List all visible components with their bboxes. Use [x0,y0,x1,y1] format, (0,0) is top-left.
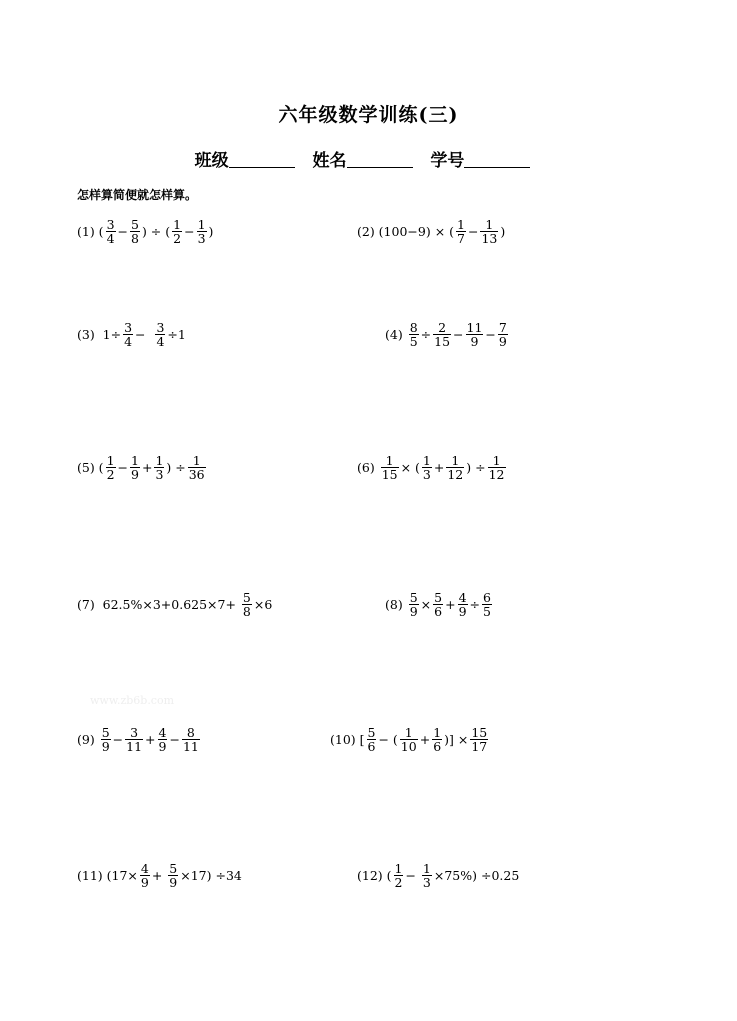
denominator: 9 [140,875,149,890]
numerator: 1 [457,217,465,232]
fraction [456,218,466,245]
numerator: 1 [394,861,403,876]
expr-text: )] × [444,731,469,747]
fraction [498,321,508,348]
name-blank[interactable] [347,151,413,168]
fraction [242,591,252,618]
problem-p3 [77,321,186,348]
expr-text: (4) [385,326,407,342]
denominator: 3 [422,467,431,482]
denominator: 4 [106,231,115,246]
problem-p5 [77,454,208,481]
numerator: 4 [140,861,149,876]
numerator: 1 [173,217,182,232]
denominator: 9 [470,334,479,349]
denominator: 6 [433,739,442,754]
expr-text: (7) 62.5%×3+0.625×7+ [77,596,240,612]
numerator: 1 [106,453,115,468]
fraction [106,454,116,481]
denominator: 4 [124,334,133,349]
numerator: 1 [433,725,442,740]
denominator: 12 [488,467,505,482]
denominator: 9 [458,604,467,619]
numerator: 1 [385,453,394,468]
fraction [458,591,468,618]
expr-text: (11) (17× [77,867,138,883]
denominator: 13 [481,231,498,246]
problem-p12 [357,862,519,889]
fraction [422,454,432,481]
denominator: 2 [173,231,182,246]
expr-text: × ( [400,459,420,475]
problem-p4 [385,321,510,348]
class-label: 班级 [194,151,229,171]
fraction [158,726,168,753]
numerator: 5 [367,725,376,740]
fraction [409,591,419,618]
expr-text: (5) ( [77,459,104,475]
fraction [172,218,182,245]
problem-p8 [385,591,494,618]
fraction [470,726,488,753]
expr-text: ÷ [469,596,480,612]
fraction [466,321,484,348]
denominator: 11 [126,739,143,754]
fraction [433,591,443,618]
denominator: 15 [381,467,398,482]
expr-text: − [405,867,420,883]
expr-text: + [141,459,153,475]
expr-text: + [445,596,456,612]
expr-text: (8) [385,596,407,612]
expr-text: (6) [357,459,379,475]
problem-p2 [357,218,505,245]
problem-p6 [357,454,508,481]
fraction [433,321,451,348]
numerator: 1 [404,725,413,740]
expr-text: ) ÷ [466,459,486,475]
fraction [381,454,399,481]
denominator: 2 [106,467,115,482]
numerator: 7 [498,320,507,335]
numerator: 1 [131,453,139,468]
numerator: 4 [158,725,167,740]
fraction [182,726,200,753]
expr-text: (1) ( [77,223,104,239]
denominator: 3 [155,467,164,482]
numerator: 5 [242,590,251,605]
fraction [367,726,377,753]
fraction [480,218,498,245]
fraction [482,591,492,618]
numerator: 1 [155,453,164,468]
numerator: 11 [466,320,483,335]
expr-text: + [145,731,156,747]
fraction [188,454,206,481]
denominator: 15 [434,334,451,349]
expr-text: − [467,223,479,239]
denominator: 11 [182,739,199,754]
watermark: www.zb6b.com [90,694,175,707]
fraction [130,218,140,245]
numerator: 5 [101,725,110,740]
denominator: 8 [242,604,251,619]
denominator: 36 [188,467,205,482]
numerator: 1 [422,861,431,876]
numerator: 15 [471,725,488,740]
expr-text: (3) 1÷ [77,326,122,342]
class-blank[interactable] [229,151,295,168]
expr-text: ×6 [253,596,273,612]
name-label: 姓名 [312,151,347,171]
expr-text: − [453,326,464,342]
expr-text: (9) [77,731,99,747]
denominator: 7 [457,231,465,246]
denominator: 8 [131,231,139,246]
student-id-label: 学号 [430,151,465,171]
numerator: 3 [106,217,115,232]
fraction [197,218,207,245]
numerator: 6 [483,590,491,605]
numerator: 3 [130,725,139,740]
expr-text: ×17) ÷34 [180,867,242,883]
expr-text: (2) (100−9) × ( [357,223,455,239]
fraction [130,454,140,481]
problem-p1 [77,218,213,245]
expr-text: + [433,459,445,475]
expr-text: − ( [378,731,398,747]
numerator: 5 [169,861,178,876]
fraction [125,726,143,753]
denominator: 4 [156,334,165,349]
expr-text: − [135,326,154,342]
problem-p7 [77,591,272,618]
numerator: 5 [409,590,418,605]
denominator: 9 [158,739,167,754]
denominator: 5 [409,334,418,349]
denominator: 10 [400,739,417,754]
expr-text: ) ÷ ( [141,223,171,239]
fraction [168,862,178,889]
student-info-line [0,146,737,171]
numerator: 1 [422,453,431,468]
fraction [422,862,432,889]
numerator: 4 [458,590,467,605]
expr-text: − [117,459,128,475]
expr-text: ) [208,223,214,239]
fraction [400,726,418,753]
denominator: 9 [498,334,507,349]
fraction [488,454,506,481]
fraction [409,321,419,348]
denominator: 3 [197,231,206,246]
denominator: 9 [409,604,418,619]
denominator: 6 [434,604,443,619]
expr-text: − [117,223,128,239]
instruction-text: 怎样算简便就怎样算。 [77,188,198,202]
fraction [123,321,133,348]
numerator: 1 [485,217,494,232]
numerator: 8 [186,725,195,740]
expr-text: ) [500,223,506,239]
fraction [432,726,442,753]
fraction [446,454,464,481]
expr-text: ÷1 [167,326,186,342]
expr-text: ) ÷ [166,459,186,475]
expr-text: − [184,223,195,239]
expr-text: ×75%) ÷0.25 [433,867,520,883]
denominator: 5 [483,604,491,619]
expr-text: − [485,326,496,342]
numerator: 8 [409,320,418,335]
numerator: 2 [438,320,447,335]
page-title: 六年级数学训练(三) [278,104,459,126]
expr-text: + [419,731,431,747]
expr-text: (12) ( [357,867,392,883]
expr-text: (10) [ [330,731,365,747]
denominator: 9 [169,875,178,890]
numerator: 1 [192,453,201,468]
denominator: 12 [447,467,464,482]
fraction [101,726,111,753]
denominator: 6 [367,739,376,754]
numerator: 5 [131,217,139,232]
denominator: 2 [394,875,403,890]
problem-p9 [77,726,202,753]
expr-text: − [169,731,180,747]
numerator: 5 [434,590,443,605]
problem-p10 [330,726,490,753]
expr-text: + [151,867,167,883]
numerator: 3 [124,320,133,335]
denominator: 3 [422,875,431,890]
fraction [155,321,165,348]
denominator: 9 [101,739,110,754]
denominator: 17 [471,739,488,754]
fraction [394,862,404,889]
numerator: 1 [451,453,460,468]
problem-p11 [77,862,242,889]
fraction [154,454,164,481]
numerator: 1 [492,453,501,468]
expr-text: − [112,731,124,747]
student-id-blank[interactable] [464,151,530,168]
expr-text: × [420,596,432,612]
fraction [140,862,150,889]
expr-text: ÷ [420,326,432,342]
numerator: 1 [197,217,206,232]
denominator: 9 [131,467,139,482]
fraction [106,218,116,245]
numerator: 3 [156,320,165,335]
